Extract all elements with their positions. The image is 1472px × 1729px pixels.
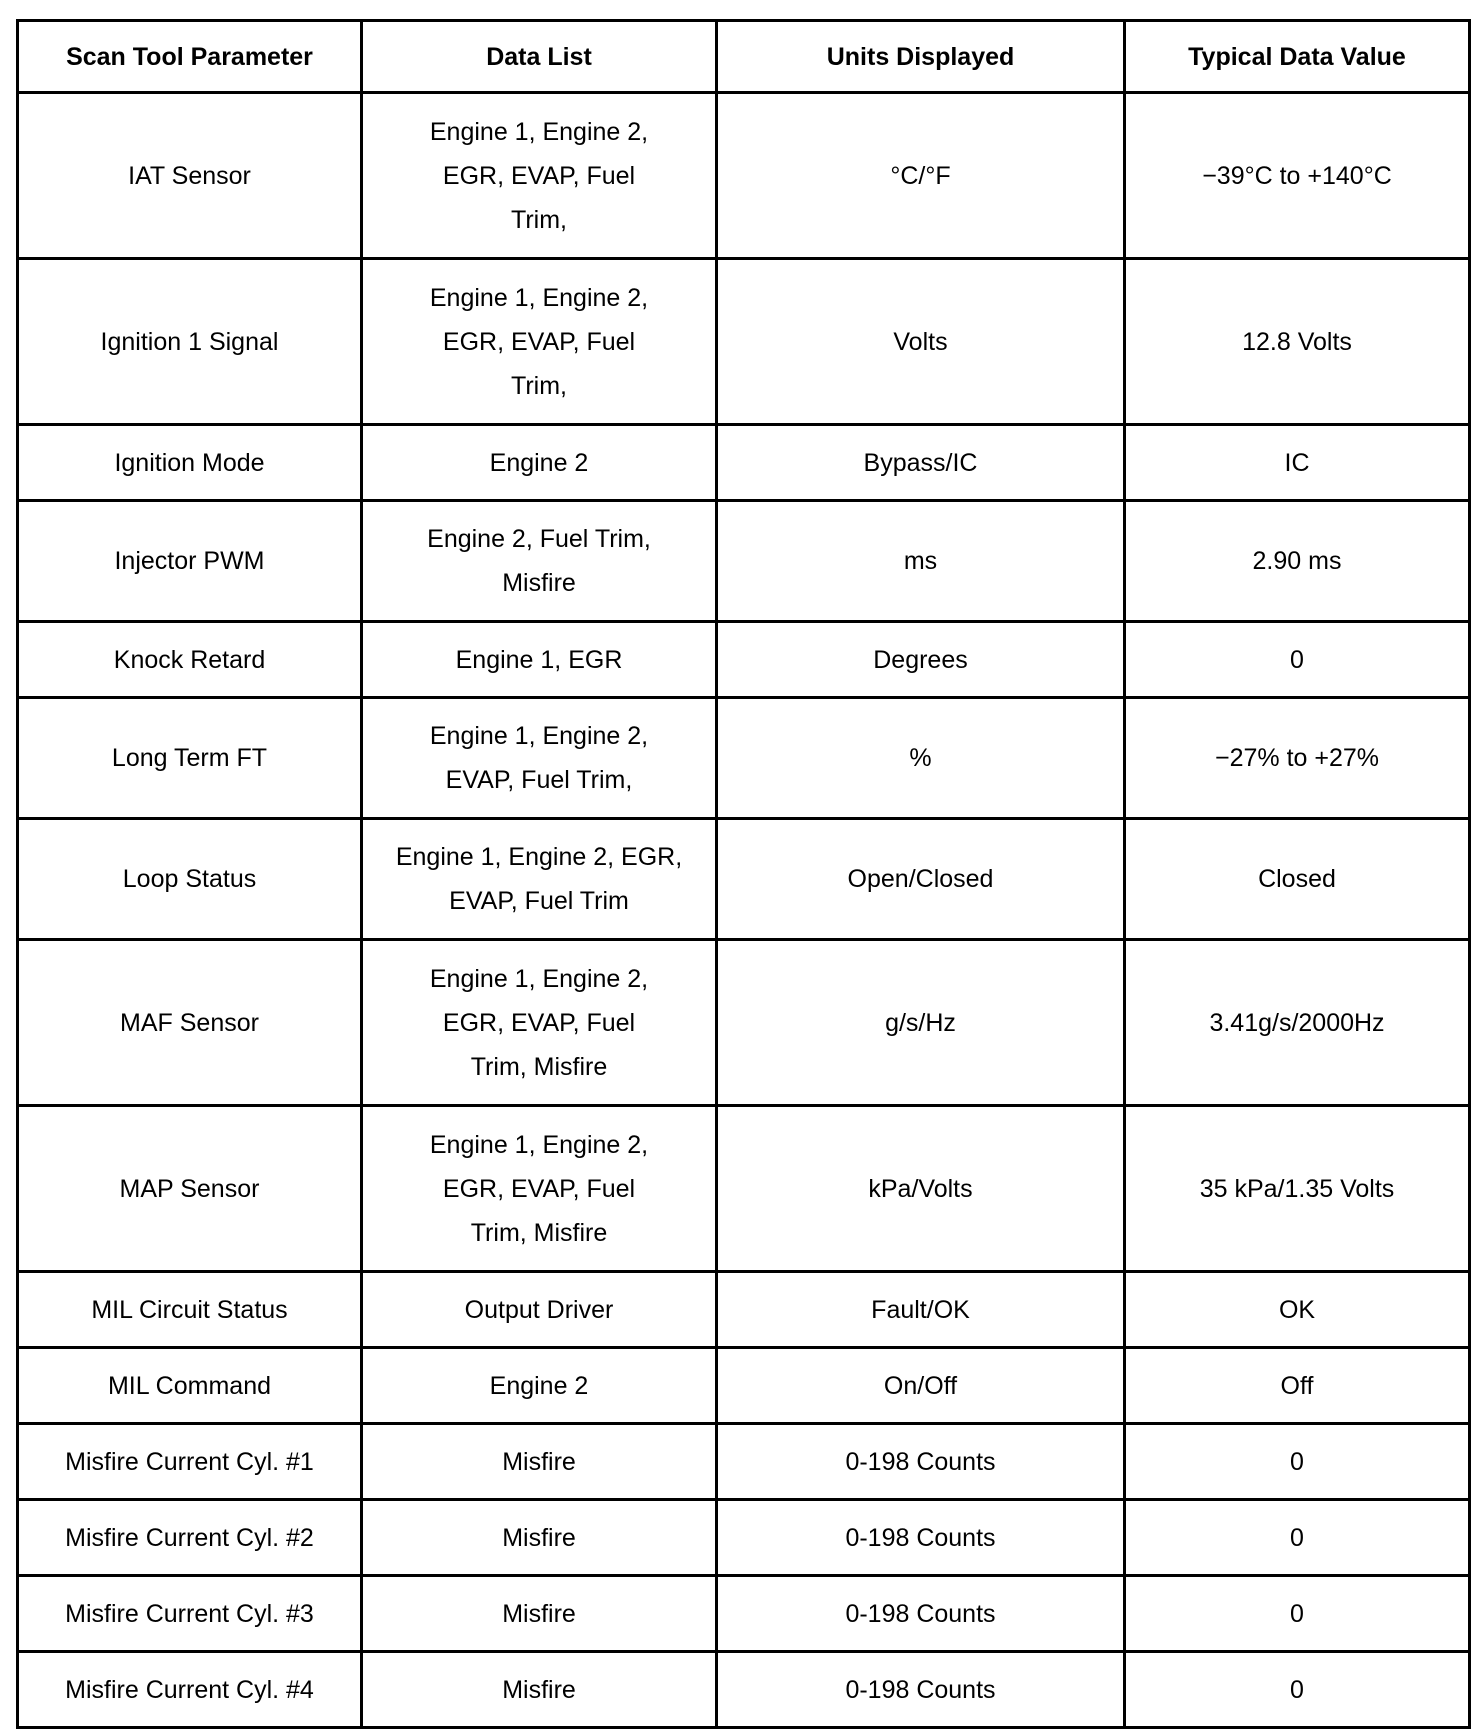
table-row <box>18 1348 1470 1424</box>
cell-units: Volts <box>717 259 1125 425</box>
header-scan-tool-parameter: Scan Tool Parameter <box>18 21 362 93</box>
cell-units: kPa/Volts <box>717 1106 1125 1272</box>
cell-data-list: Engine 1, Engine 2, EGR, EVAP, Fuel Trim, Misfire <box>362 940 717 1106</box>
table-row <box>18 1424 1470 1500</box>
table-row <box>18 698 1470 819</box>
cell-typical-value: −39°C to +140°C <box>1125 93 1470 259</box>
table-row <box>18 425 1470 501</box>
header-typical-data-value: Typical Data Value <box>1125 21 1470 93</box>
cell-data-list: Engine 1, Engine 2, EGR, EVAP, Fuel Trim, <box>362 93 717 259</box>
cell-parameter: Loop Status <box>18 819 362 940</box>
cell-typical-value: 0 <box>1125 1576 1470 1652</box>
cell-units: Open/Closed <box>717 819 1125 940</box>
cell-units: Bypass/IC <box>717 425 1125 501</box>
table-row <box>18 93 1470 259</box>
cell-units: g/s/Hz <box>717 940 1125 1106</box>
cell-typical-value: Off <box>1125 1348 1470 1424</box>
cell-data-list: Engine 2, Fuel Trim, Misfire <box>362 501 717 622</box>
table-row <box>18 1576 1470 1652</box>
cell-units: % <box>717 698 1125 819</box>
cell-parameter: MIL Command <box>18 1348 362 1424</box>
table-row <box>18 259 1470 425</box>
cell-data-list: Output Driver <box>362 1272 717 1348</box>
cell-parameter: MAF Sensor <box>18 940 362 1106</box>
cell-parameter: Ignition Mode <box>18 425 362 501</box>
cell-parameter: Injector PWM <box>18 501 362 622</box>
cell-units: 0-198 Counts <box>717 1500 1125 1576</box>
cell-data-list: Engine 1, Engine 2, EGR, EVAP, Fuel Trim, Misfire <box>362 1106 717 1272</box>
cell-data-list: Engine 1, Engine 2, EGR, EVAP, Fuel Trim, <box>362 259 717 425</box>
cell-parameter: Knock Retard <box>18 622 362 698</box>
cell-parameter: Misfire Current Cyl. #3 <box>18 1576 362 1652</box>
cell-data-list: Engine 2 <box>362 425 717 501</box>
cell-typical-value: −27% to +27% <box>1125 698 1470 819</box>
cell-data-list: Engine 2 <box>362 1348 717 1424</box>
table-row <box>18 622 1470 698</box>
cell-data-list: Misfire <box>362 1652 717 1728</box>
cell-typical-value: Closed <box>1125 819 1470 940</box>
table-row <box>18 1652 1470 1728</box>
cell-parameter: MIL Circuit Status <box>18 1272 362 1348</box>
cell-typical-value: OK <box>1125 1272 1470 1348</box>
cell-data-list: Engine 1, EGR <box>362 622 717 698</box>
cell-typical-value: 2.90 ms <box>1125 501 1470 622</box>
cell-units: ms <box>717 501 1125 622</box>
cell-units: 0-198 Counts <box>717 1652 1125 1728</box>
cell-units: On/Off <box>717 1348 1125 1424</box>
cell-typical-value: 35 kPa/1.35 Volts <box>1125 1106 1470 1272</box>
cell-data-list: Engine 1, Engine 2, EVAP, Fuel Trim, <box>362 698 717 819</box>
header-units-displayed: Units Displayed <box>717 21 1125 93</box>
table-header-row <box>18 21 1470 93</box>
cell-data-list: Misfire <box>362 1500 717 1576</box>
cell-typical-value: 3.41g/s/2000Hz <box>1125 940 1470 1106</box>
cell-units: °C/°F <box>717 93 1125 259</box>
table-row <box>18 1272 1470 1348</box>
cell-typical-value: 0 <box>1125 1652 1470 1728</box>
table-row <box>18 1500 1470 1576</box>
cell-data-list: Engine 1, Engine 2, EGR, EVAP, Fuel Trim <box>362 819 717 940</box>
cell-typical-value: 0 <box>1125 1500 1470 1576</box>
cell-data-list: Misfire <box>362 1424 717 1500</box>
cell-parameter: Misfire Current Cyl. #1 <box>18 1424 362 1500</box>
header-data-list: Data List <box>362 21 717 93</box>
scan-tool-data-table <box>16 19 1471 1729</box>
cell-parameter: Misfire Current Cyl. #4 <box>18 1652 362 1728</box>
cell-data-list: Misfire <box>362 1576 717 1652</box>
cell-typical-value: 0 <box>1125 1424 1470 1500</box>
table-row <box>18 940 1470 1106</box>
cell-units: Fault/OK <box>717 1272 1125 1348</box>
cell-typical-value: 0 <box>1125 622 1470 698</box>
cell-typical-value: IC <box>1125 425 1470 501</box>
cell-parameter: Misfire Current Cyl. #2 <box>18 1500 362 1576</box>
cell-parameter: IAT Sensor <box>18 93 362 259</box>
cell-typical-value: 12.8 Volts <box>1125 259 1470 425</box>
table-row <box>18 1106 1470 1272</box>
cell-units: 0-198 Counts <box>717 1424 1125 1500</box>
table-row <box>18 819 1470 940</box>
table-row <box>18 501 1470 622</box>
cell-units: Degrees <box>717 622 1125 698</box>
cell-units: 0-198 Counts <box>717 1576 1125 1652</box>
cell-parameter: Ignition 1 Signal <box>18 259 362 425</box>
cell-parameter: MAP Sensor <box>18 1106 362 1272</box>
cell-parameter: Long Term FT <box>18 698 362 819</box>
